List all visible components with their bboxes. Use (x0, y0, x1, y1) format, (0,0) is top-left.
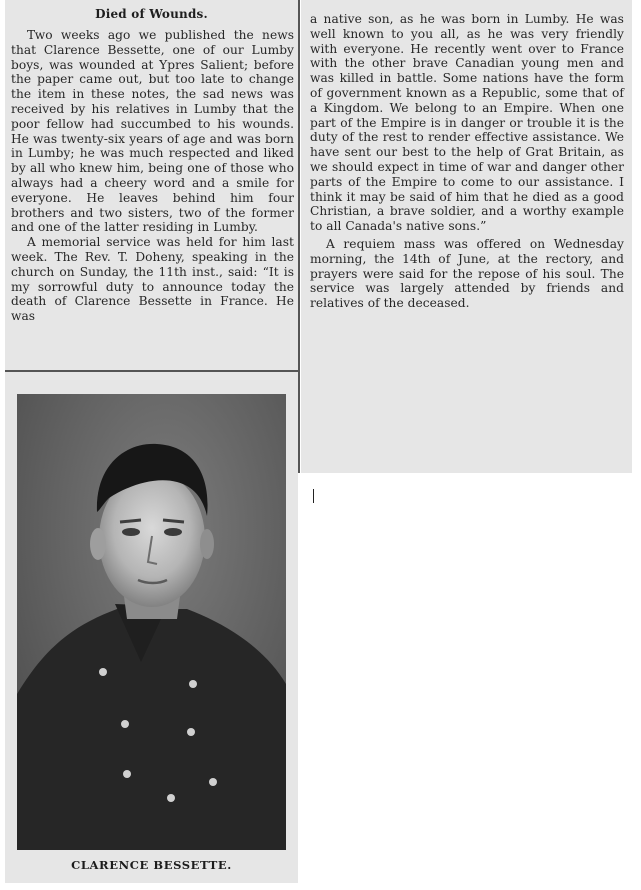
right-paragraph-2: A requiem mass was offered on Wednesday morning, the 14th of June, at the rectory, and prayers were said for the repose of his soul. The service was largely attended by friends and relatives of the deceased. (310, 236, 624, 311)
left-article-text (11, 28, 294, 324)
right-article-text (310, 12, 624, 311)
text-cursor (313, 489, 314, 503)
column-rule (298, 0, 300, 473)
left-paragraph-1: Two weeks ago we published the news that Clarence Bessette, one of our Lumby boys, was wounded at Ypres Salient; before the paper came out, but too late to change the item in these notes, the sad news was received by his relatives in Lumby that the poor fellow had succumbed to his wounds. He was twenty-six years of age and was born in Lumby; he was much respected and liked by all who knew him, being one of those who always had a cheery word and a smile for everyone. He leaves behind him four brothers and two sisters, two of the former and one of the latter residing in Lumby. (11, 28, 294, 235)
right-clipping (301, 0, 632, 473)
headline: Died of Wounds. (95, 7, 208, 21)
portrait-image (17, 394, 286, 850)
photo-caption: CLARENCE BESSETTE. (71, 858, 232, 872)
left-paragraph-2: A memorial service was held for him last week. The Rev. T. Doheny, speaking in the church on Sunday, the 11th inst., said: “It is my sorrowful duty to announce today the death of Clarence Bessette in France. He was (11, 235, 294, 324)
left-clipping (5, 0, 298, 883)
portrait-photo (17, 394, 286, 850)
section-divider (5, 370, 298, 372)
right-paragraph-1: a native son, as he was born in Lumby. He was well known to you all, as he was very friendly with everyone. He recently went over to France with the other brave Canadian young men and was killed in battle. Some nations have the form of government known as a Republic, some that of a Kingdom. We belong to an Empire. When one part of the Empire is in danger or trouble it is the duty of the rest to render effective assistance. We have sent our best to the help of Grat Britain, as we should expect in time of war and danger other parts of the Empire to come to our assistance. I think it may be said of him that he died as a good Christian, a brave soldier, and a worthy example to all Canada's native sons.” (310, 12, 624, 234)
